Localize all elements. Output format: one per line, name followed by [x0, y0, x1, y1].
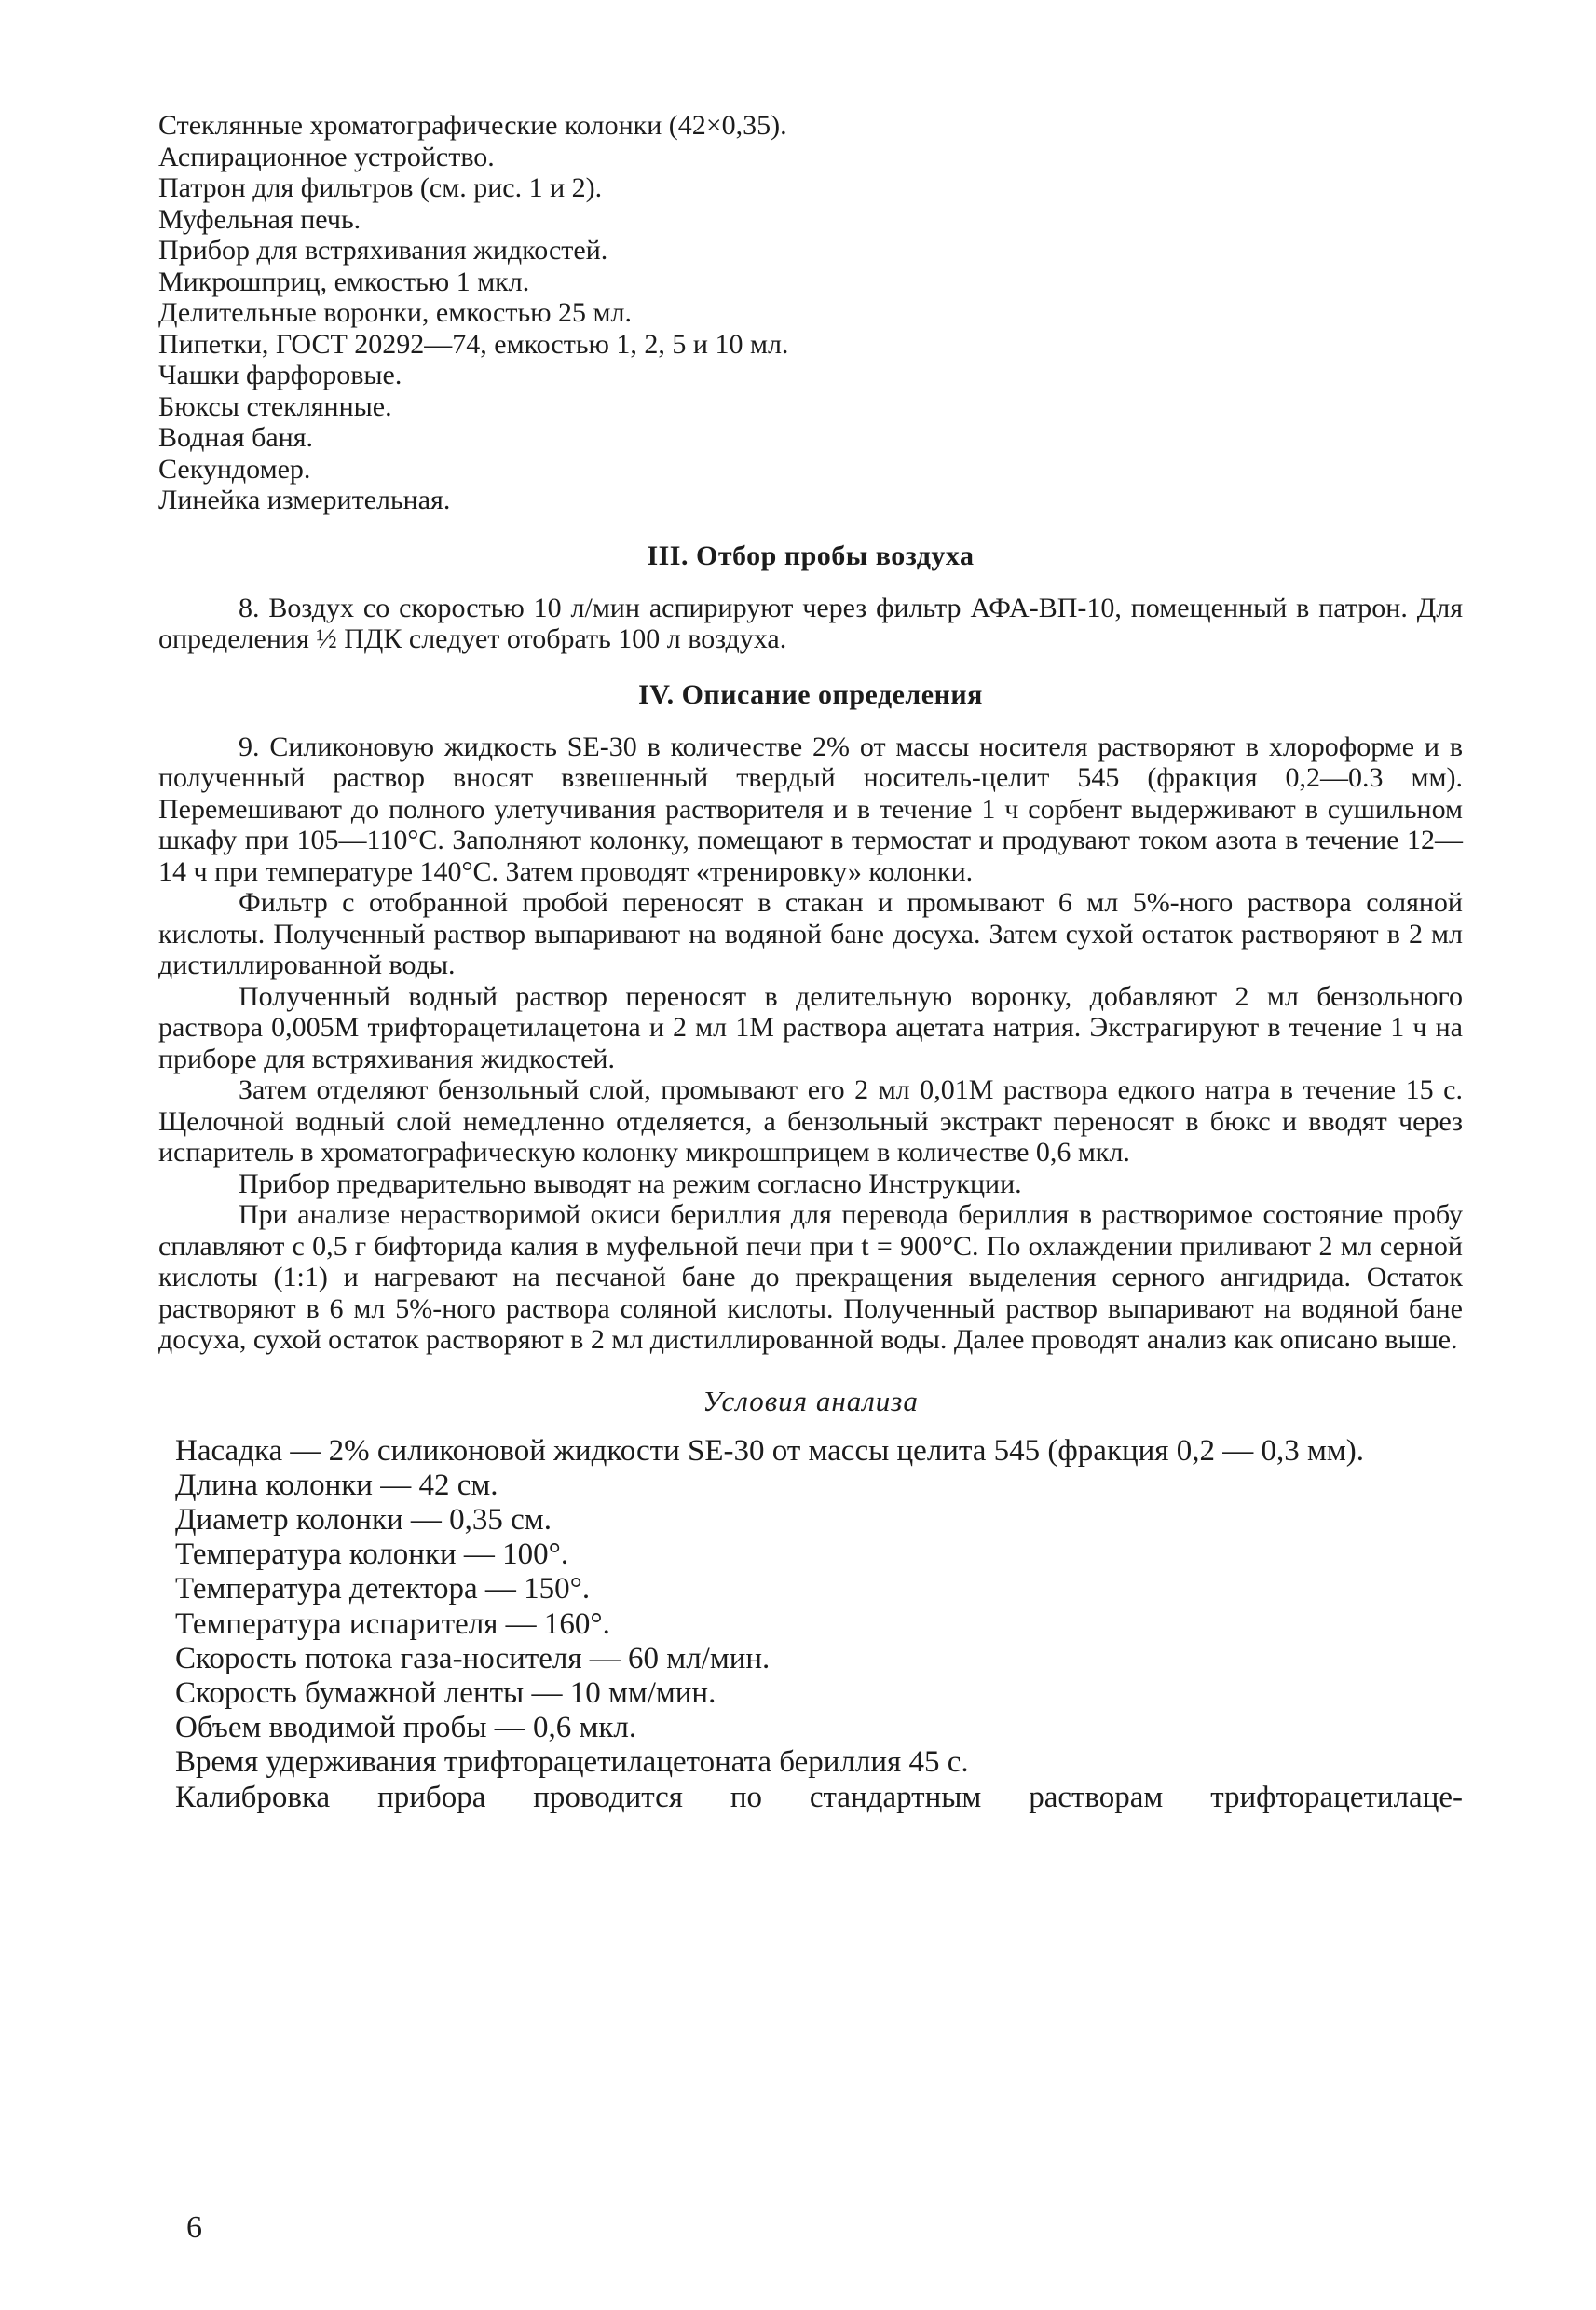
- section-4-paragraph: 9. Силиконовую жидкость SE-30 в количестве 2% от массы носителя растворяют в хлороформе и в полученный раствор вносят взвешенный твердый носитель-целит 545 (фракция 0,2—0.3 мм). Перемешивают до полного улетучивания растворителя и в течение 1 ч сорбент выдерживают в сушильном шкафу при 105—110°С. Заполняют колонку, помещают в термостат и продувают током азота в течение 12—14 ч при температуре 140°С. Затем проводят «тренировку» колонки.: [158, 731, 1463, 887]
- section-4-paragraph: Прибор предварительно выводят на режим согласно Инструкции.: [239, 1168, 1022, 1199]
- conditions-item: Температура испарителя — 160°.: [175, 1606, 610, 1641]
- list-item: Патрон для фильтров (см. рис. 1 и 2).: [158, 172, 603, 203]
- conditions-item: Температура детектора — 150°.: [175, 1572, 591, 1606]
- section-4-paragraph: Фильтр с отобранной пробой переносят в стакан и промывают 6 мл 5%-ного раствора соляной кислоты. Полученный раствор выпаривают на водяной бане досуха. Затем сухой остаток растворяют в 2 мл дистиллированной воды.: [158, 887, 1463, 980]
- conditions-heading: Условия анализа: [703, 1384, 919, 1417]
- conditions-item: Температура колонки — 100°.: [175, 1538, 569, 1572]
- conditions-item: Диаметр колонки — 0,35 см.: [175, 1502, 552, 1537]
- list-item: Линейка измерительная.: [158, 485, 451, 515]
- conditions-item: Объем вводимой пробы — 0,6 мкл.: [175, 1711, 637, 1745]
- conditions-item: Скорость бумажной ленты — 10 мм/мин.: [175, 1675, 716, 1710]
- section-3-heading: III. Отбор пробы воздуха: [647, 540, 975, 571]
- conditions-list: [158, 1434, 1463, 1815]
- list-item: Пипетки, ГОСТ 20292—74, емкостью 1, 2, 5 и 10 мл.: [158, 328, 789, 360]
- conditions-last-item: Калибровка прибора проводится по стандартным растворам трифторацетилаце-: [175, 1780, 1463, 1814]
- list-item: Прибор для встряхивания жидкостей.: [158, 235, 608, 266]
- list-item: Микрошприц, емкостью 1 мкл.: [158, 266, 530, 297]
- list-item: Аспирационное устройство.: [158, 141, 495, 172]
- section-3-paragraph: 8. Воздух со скоростью 10 л/мин аспирируют через фильтр АФА-ВП-10, помещенный в патрон. Для определения ½ ПДК следует отобрать 100 л воздуха.: [158, 592, 1463, 654]
- section-4-heading: IV. Описание определения: [638, 678, 983, 710]
- section-4-paragraph: При анализе нерастворимой окиси бериллия для перевода бериллия в растворимое состояние пробу сплавляют с 0,5 г бифторида калия в муфельной печи при t = 900°С. По охлаждении приливают 2 мл серной кислоты (1:1) и нагревают на песчаной бане до прекращения выделения серного ангидрида. Остаток растворяют в 6 мл 5%-ного раствора соляной кислоты. Полученный раствор выпаривают на водяной бане досуха, сухой остаток растворяют в 2 мл дистиллированной воды. Далее проводят анализ как описано выше.: [158, 1199, 1463, 1355]
- conditions-first-item: Насадка — 2% силиконовой жидкости SE-30 от массы целита 545 (фракция 0,2 — 0,3 мм).: [175, 1433, 1364, 1468]
- list-item: Стеклянные хроматографические колонки (42×0,35).: [158, 110, 787, 141]
- equipment-list: [158, 110, 1463, 516]
- list-item: Муфельная печь.: [158, 203, 361, 235]
- list-item: Бюксы стеклянные.: [158, 390, 392, 422]
- page-number: 6: [186, 2210, 202, 2245]
- document-page: [158, 110, 1463, 1815]
- conditions-item: Длина колонки — 42 см.: [175, 1468, 498, 1502]
- conditions-item: Время удерживания трифторацетилацетоната бериллия 45 с.: [175, 1745, 969, 1780]
- list-item: Делительные воронки, емкостью 25 мл.: [158, 297, 632, 328]
- section-4-paragraph: Затем отделяют бензольный слой, промывают его 2 мл 0,01М раствора едкого натра в течение 15 с. Щелочной водный слой немедленно отделяется, а бензольный экстракт переносят в бюкс и вводят через испаритель в хроматографическую колонку микрошприцем в количестве 0,6 мкл.: [158, 1074, 1463, 1168]
- list-item: Чашки фарфоровые.: [158, 360, 402, 390]
- list-item: Водная баня.: [158, 422, 314, 453]
- list-item: Секундомер.: [158, 453, 311, 485]
- section-4-paragraph: Полученный водный раствор переносят в делительную воронку, добавляют 2 мл бензольного раствора 0,005М трифторацетилацетона и 2 мл 1М раствора ацетата натрия. Экстрагируют в течение 1 ч на приборе для встряхивания жидкостей.: [158, 980, 1463, 1074]
- conditions-item: Скорость потока газа-носителя — 60 мл/мин.: [175, 1641, 771, 1675]
